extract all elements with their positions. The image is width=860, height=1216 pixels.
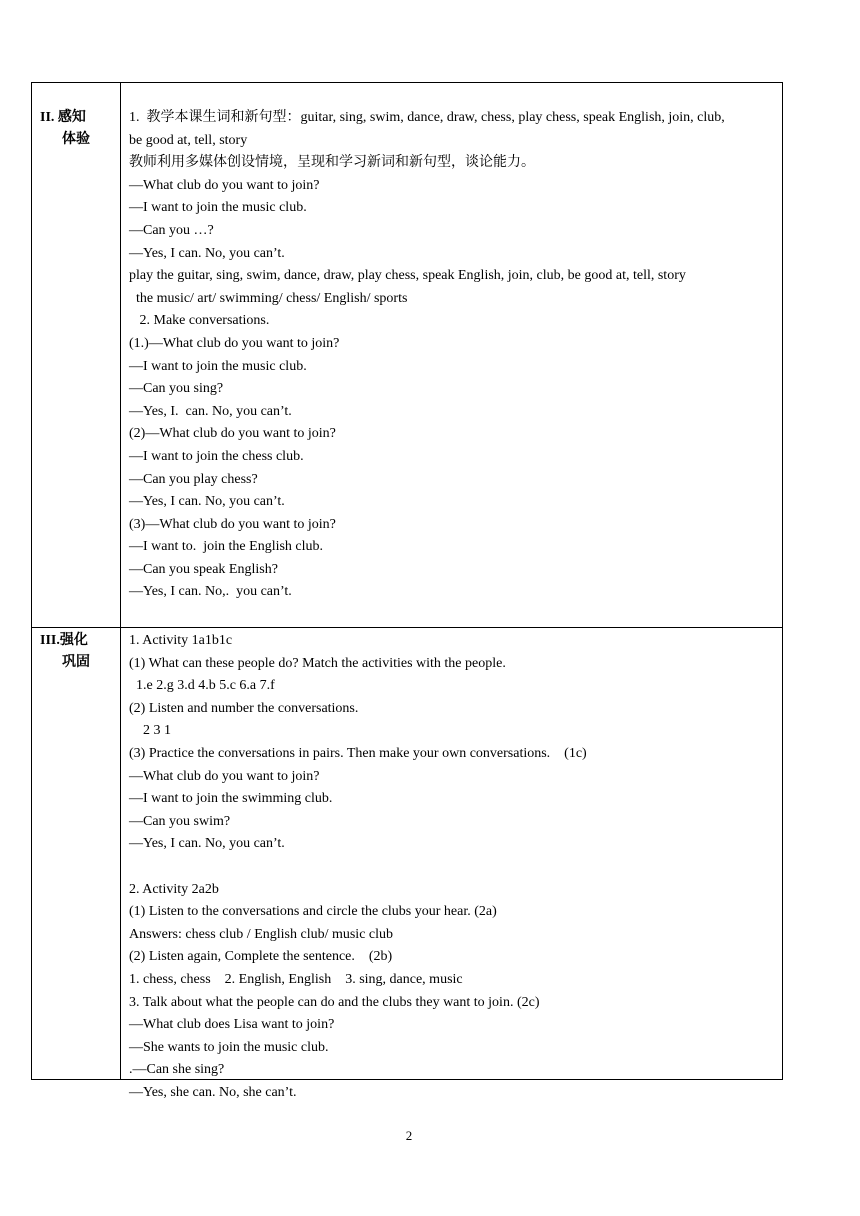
text-line: 1. Activity 1a1b1c: [129, 633, 233, 648]
text-line: —I want to join the music club.: [129, 358, 307, 374]
text-line: .—Can she sing?: [129, 1062, 225, 1078]
text-line: (1) What can these people do? Match the activities with the people.: [129, 655, 506, 671]
text-line: (3) Practice the conversations in pairs. Then make your own conversations. (1c): [129, 745, 587, 761]
text-line: —Yes, I can. No, you can’t.: [129, 836, 285, 852]
text-line: —Can you swim?: [129, 813, 231, 829]
text-line: —I want to join the swimming club.: [129, 791, 333, 807]
text-line: —She wants to join the music club.: [129, 1039, 329, 1055]
text-line: be good at, tell, story: [129, 132, 248, 148]
text-line: (2) Listen again, Complete the sentence. (2b): [129, 949, 393, 965]
text-line: (2)—What club do you want to join?: [129, 426, 336, 442]
text-line: —Can you …?: [129, 222, 214, 238]
text-line: —Yes, she can. No, she can’t.: [129, 1084, 297, 1100]
text-line: 1. chess, chess 2. English, English 3. sing, dance, music: [129, 971, 463, 987]
text-line: —What club do you want to join?: [129, 768, 320, 784]
text-line: play the guitar, sing, swim, dance, draw, play chess, speak English, join, club, be good at, tell, story: [129, 268, 686, 284]
text-line: (3)—What club do you want to join?: [129, 516, 336, 532]
text-line: —I want to join the music club.: [129, 200, 307, 216]
section-label-cell: [32, 628, 121, 1080]
text-line: 2 3 1: [129, 723, 171, 739]
text-line: 1.e 2.g 3.d 4.b 5.c 6.a 7.f: [129, 678, 275, 694]
text-line: 3. Talk about what the people can do and the clubs they want to join. (2c): [129, 994, 540, 1010]
text-line: —What club do you want to join?: [129, 177, 320, 193]
text-line: 2. Activity 2a2b: [129, 881, 219, 897]
text-line: —Can you play chess?: [129, 471, 258, 487]
text-line: the music/ art/ swimming/ chess/ English/ sports: [129, 290, 408, 306]
text-line: (1.)—What club do you want to join?: [129, 335, 340, 351]
text-line: 2. Make conversations.: [129, 313, 270, 329]
section-row-consolidation: [32, 628, 783, 1080]
text-line: [129, 856, 776, 879]
text-line: 1. 教学本课生词和新句型：guitar, sing, swim, dance, draw, chess, play chess, speak English, join, club,: [129, 110, 725, 125]
section-label-line2: 巩固: [62, 655, 90, 670]
section-label-cell: [32, 83, 121, 628]
text-line: —Yes, I can. No, you can’t.: [129, 494, 285, 510]
section-label-line1: II. 感知: [40, 110, 86, 125]
text-line: —I want to join the chess club.: [129, 448, 304, 464]
text-line: (1) Listen to the conversations and circle the clubs your hear. (2a): [129, 904, 497, 920]
lesson-plan-table: [31, 82, 783, 1100]
section-content: [121, 83, 782, 627]
text-line: —Can you speak English?: [129, 561, 278, 577]
section-label-line2: 体验: [62, 132, 90, 147]
text-line: —I want to. join the English club.: [129, 539, 324, 555]
text-line: (2) Listen and number the conversations.: [129, 700, 359, 716]
section-content: [121, 628, 782, 1100]
text-line: Answers: chess club / English club/ music club: [129, 926, 394, 942]
page-number: 2: [405, 1128, 413, 1143]
text-line: —What club does Lisa want to join?: [129, 1017, 335, 1033]
section-content-cell: [121, 628, 783, 1100]
section-label-line1: III.强化: [40, 633, 88, 648]
text-line: —Can you sing?: [129, 381, 224, 397]
text-line: —Yes, I. can. No, you can’t.: [129, 403, 292, 419]
text-line: —Yes, I can. No, you can’t.: [129, 245, 285, 261]
section-content-cell: [121, 83, 783, 628]
text-line: 教师利用多媒体创设情境，呈现和学习新词和新句型，谈论能力。: [129, 155, 535, 171]
text-line: —Yes, I can. No,. you can’t.: [129, 584, 292, 600]
section-row-perception: [32, 83, 783, 628]
